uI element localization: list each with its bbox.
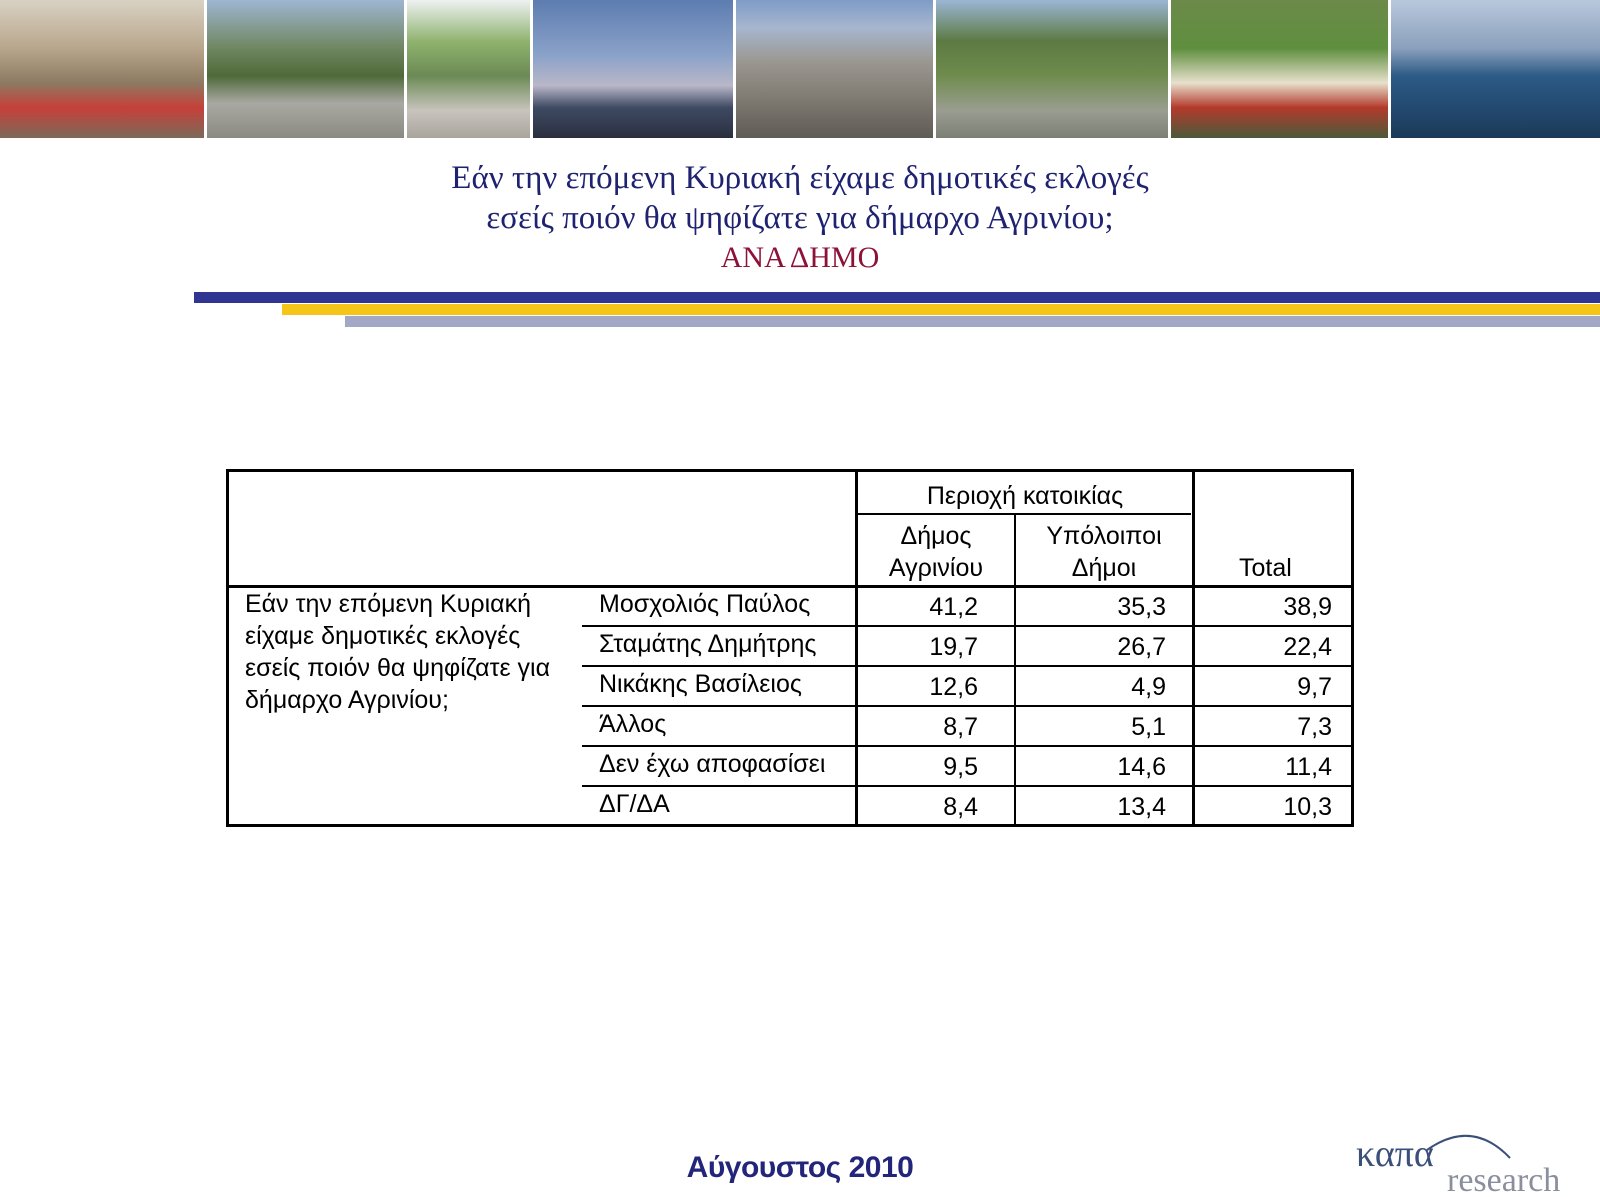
dusk-cityscape-photo bbox=[533, 0, 736, 138]
cell-agrinio: 41,2 bbox=[929, 593, 978, 621]
row-label: Σταμάτης Δημήτρης bbox=[599, 630, 817, 658]
park-fountain-photo bbox=[936, 0, 1171, 138]
cell-others: 26,7 bbox=[1117, 633, 1166, 661]
col-header-others-1: Υπόλοιποι bbox=[1046, 522, 1162, 550]
col-header-agrinio-1: Δήμος bbox=[900, 522, 972, 550]
col-header-total: Total bbox=[1239, 554, 1292, 582]
row-label: Άλλος bbox=[599, 710, 667, 738]
cell-others: 4,9 bbox=[1131, 673, 1166, 701]
cell-total: 9,7 bbox=[1297, 673, 1332, 701]
table-divider bbox=[582, 785, 1351, 787]
decor-bar-blue bbox=[194, 292, 1600, 303]
decor-bar-yellow bbox=[282, 304, 1600, 315]
aerial-city-photo bbox=[736, 0, 936, 138]
page-title-line-2: εσείς ποιόν θα ψηφίζατε για δήμαρχο Αγρινίου; bbox=[486, 200, 1114, 236]
group-header: Περιοχή κατοικίας bbox=[926, 482, 1124, 510]
cell-agrinio: 9,5 bbox=[943, 753, 978, 781]
cell-agrinio: 12,6 bbox=[929, 673, 978, 701]
page-title-line-1: Εάν την επόμενη Κυριακή είχαμε δημοτικές εκλογές bbox=[451, 160, 1149, 196]
tree-lined-street-photo bbox=[407, 0, 533, 138]
question-label: Εάν την επόμενη Κυριακή είχαμε δημοτικές εκλογές εσείς ποιόν θα ψηφίζατε για δήμαρχο Αγρινίου; bbox=[245, 590, 551, 714]
col-header-others-2: Δήμοι bbox=[1071, 554, 1137, 582]
table-divider bbox=[582, 745, 1351, 747]
lakeside-photo bbox=[1391, 0, 1600, 138]
row-label: Νικάκης Βασίλειος bbox=[599, 670, 802, 698]
cell-total: 11,4 bbox=[1285, 753, 1332, 781]
header-photo-strip bbox=[0, 0, 1600, 138]
footer-date: Αύγουστος 2010 bbox=[686, 1151, 914, 1184]
pedestrian-plaza-photo bbox=[207, 0, 407, 138]
decor-bar-gray bbox=[345, 316, 1600, 327]
row-label: ΔΓ/ΔΑ bbox=[599, 790, 670, 818]
table-divider bbox=[582, 705, 1351, 707]
table-divider bbox=[582, 625, 1351, 627]
table-divider bbox=[855, 513, 1191, 515]
results-table bbox=[226, 469, 1354, 827]
cell-others: 35,3 bbox=[1117, 593, 1166, 621]
cell-total: 22,4 bbox=[1283, 633, 1332, 661]
table-divider bbox=[582, 665, 1351, 667]
cell-others: 13,4 bbox=[1117, 793, 1166, 821]
cell-agrinio: 8,7 bbox=[943, 713, 978, 741]
row-label: Μοσχολιός Παύλος bbox=[599, 590, 811, 618]
city-square-photo bbox=[0, 0, 207, 138]
cell-agrinio: 19,7 bbox=[929, 633, 978, 661]
row-label: Δεν έχω αποφασίσει bbox=[599, 750, 826, 778]
col-header-agrinio-2: Αγρινίου bbox=[888, 554, 984, 582]
cell-others: 14,6 bbox=[1117, 753, 1166, 781]
cell-others: 5,1 bbox=[1131, 713, 1166, 741]
logo-word-research: research bbox=[1447, 1162, 1561, 1196]
cell-total: 38,9 bbox=[1283, 593, 1332, 621]
cell-agrinio: 8,4 bbox=[943, 793, 978, 821]
cell-total: 7,3 bbox=[1297, 713, 1332, 741]
kapa-research-logo bbox=[1352, 1118, 1592, 1196]
cell-total: 10,3 bbox=[1283, 793, 1332, 821]
logo-word-kapa: καπα bbox=[1356, 1133, 1434, 1175]
page-subtitle: ΑΝΑ ΔΗΜΟ bbox=[720, 241, 880, 274]
green-kiosk-photo bbox=[1171, 0, 1391, 138]
